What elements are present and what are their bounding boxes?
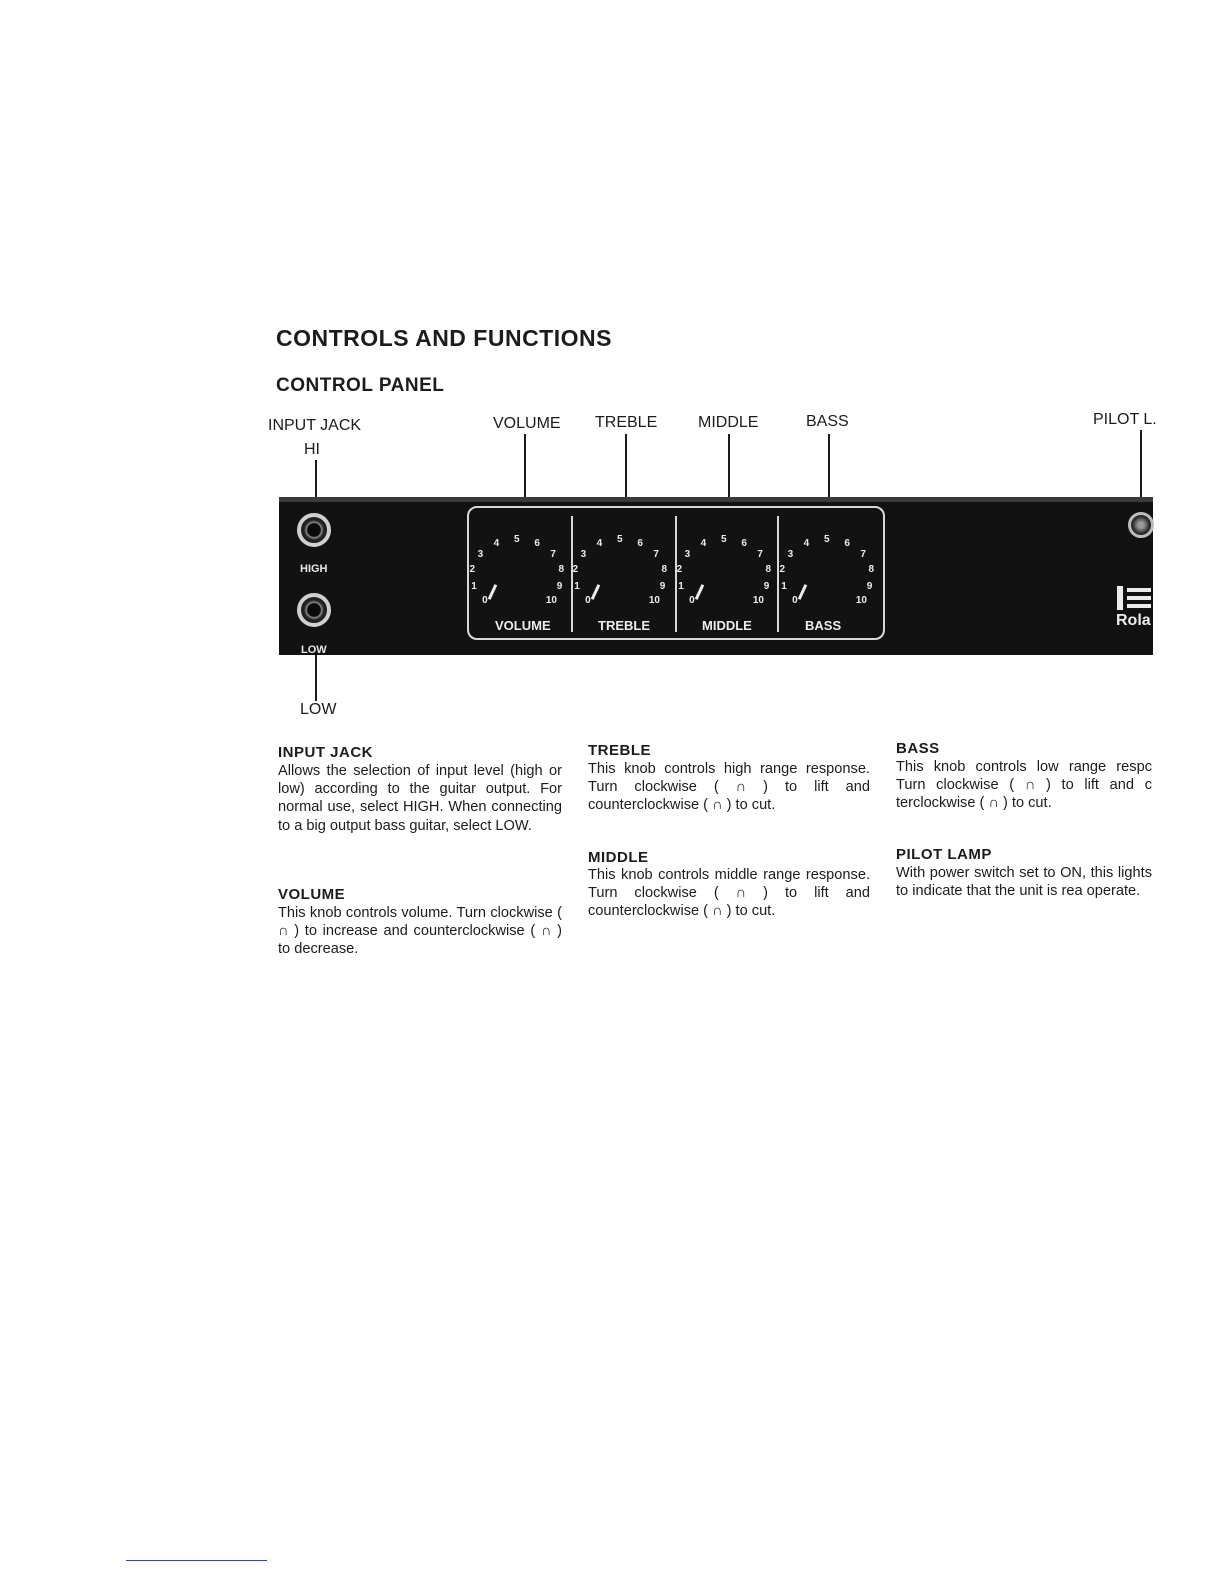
footer-rule	[126, 1560, 267, 1561]
heading-middle: MIDDLE	[588, 849, 649, 866]
roland-logo-icon	[1117, 586, 1151, 610]
callout-hi: HI	[304, 441, 320, 458]
knob-scale-number: 7	[757, 548, 763, 560]
knob-scale-number: 8	[765, 564, 771, 576]
heading-bass: BASS	[896, 740, 940, 757]
knob-scale-number: 10	[855, 595, 867, 607]
brand-logo-text: Rola	[1116, 612, 1151, 629]
text-input-jack: Allows the selection of input level (high or low) according to the guitar output. For normal use, select HIGH. When connecting to a big output bass guitar, select LOW.	[278, 763, 562, 834]
callout-volume: VOLUME	[493, 415, 561, 432]
page-title: CONTROLS AND FUNCTIONS	[276, 325, 612, 351]
knob-scale-number: 0	[482, 595, 488, 607]
knob-scale-number: 1	[678, 581, 684, 593]
knob-scale-number: 6	[637, 537, 643, 549]
knob-scale-number: 2	[469, 564, 476, 576]
input-jack-high-icon	[297, 513, 331, 547]
knob-scale-number: 4	[803, 537, 810, 549]
text-pilot-lamp: With power switch set to ON, this lights to indicate that the unit is rea operate.	[896, 865, 1152, 900]
callout-pilot-lamp: PILOT L.	[1093, 411, 1157, 428]
knob-scale-number: 5	[721, 534, 727, 545]
heading-input-jack: INPUT JACK	[278, 744, 374, 761]
section-subtitle: CONTROL PANEL	[276, 375, 445, 396]
knob-scale-number: 7	[860, 548, 866, 560]
knob-scale-number: 7	[653, 548, 659, 560]
knob-scale-number: 4	[596, 537, 603, 549]
knob-scale-number: 1	[781, 581, 787, 593]
knob-scale-number: 9	[556, 581, 563, 593]
knob-name-label: BASS	[805, 618, 842, 633]
knob-scale-number: 10	[545, 595, 557, 607]
heading-treble: TREBLE	[588, 742, 651, 759]
knob-scale-number: 6	[741, 537, 747, 549]
knob-scale-number: 10	[752, 595, 764, 607]
knob-scale-number: 3	[787, 548, 794, 560]
text-treble: This knob controls high range response. Turn clockwise ( ∩ ) to lift and counterclockwise ( ∩ ) to cut.	[588, 761, 870, 814]
knob-scale-number: 4	[493, 537, 500, 549]
input-jack-low-icon	[297, 593, 331, 627]
jack-label-high: HIGH	[300, 563, 328, 575]
callout-input-jack: INPUT JACK	[268, 417, 362, 434]
callout-middle: MIDDLE	[698, 414, 759, 431]
text-volume: This knob controls volume. Turn clockwise ( ∩ ) to increase and counterclockwise ( ∩ ) to decrease.	[278, 905, 562, 958]
knob-scale-number: 9	[866, 581, 873, 593]
knob-scale-number: 0	[689, 595, 695, 607]
knob-scale-number: 6	[844, 537, 850, 549]
text-middle: This knob controls middle range response. Turn clockwise ( ∩ ) to lift and counterclockwise ( ∩ ) to cut.	[588, 867, 870, 920]
knob-scale-number: 3	[580, 548, 587, 560]
panel-top-edge	[279, 497, 1153, 502]
knob-scale-number: 8	[868, 564, 874, 576]
knob-scale-number: 9	[763, 581, 770, 593]
callout-bass: BASS	[806, 413, 849, 430]
knob-scale-number: 3	[477, 548, 484, 560]
knob-scale-number: 5	[617, 534, 623, 545]
knob-scale-number: 10	[648, 595, 660, 607]
knob-scale-number: 3	[684, 548, 691, 560]
knob-scale-number: 0	[792, 595, 798, 607]
knob-name-label: MIDDLE	[702, 618, 752, 633]
leader-line-treble	[625, 434, 627, 504]
knob-scale-number: 1	[471, 581, 477, 593]
knob-name-label: TREBLE	[598, 618, 650, 633]
knob-scale-number: 0	[585, 595, 591, 607]
heading-pilot-lamp: PILOT LAMP	[896, 846, 992, 863]
leader-line-volume	[524, 434, 526, 504]
knob-scale-number: 2	[779, 564, 786, 576]
knob-scale-number: 2	[572, 564, 579, 576]
leader-line-bass	[828, 434, 830, 504]
knob-scale-number: 5	[514, 534, 520, 545]
callout-treble: TREBLE	[595, 414, 658, 431]
knob-scale-number: 9	[659, 581, 666, 593]
heading-volume: VOLUME	[278, 886, 346, 903]
callout-low: LOW	[300, 701, 337, 718]
jack-label-low: LOW	[301, 644, 327, 656]
knob-scale-number: 6	[534, 537, 540, 549]
text-bass: This knob controls low range respc Turn clockwise ( ∩ ) to lift and c terclockwise ( ∩ ) to cut.	[896, 759, 1152, 812]
knob-scale-number: 7	[550, 548, 556, 560]
knob-name-label: VOLUME	[495, 618, 551, 633]
knob-scale-number: 1	[574, 581, 580, 593]
knob-scale-number: 8	[558, 564, 564, 576]
knob-scale-number: 8	[661, 564, 667, 576]
knob-scale-number: 5	[824, 534, 830, 545]
leader-line-middle	[728, 434, 730, 504]
knob-scale-number: 4	[700, 537, 707, 549]
pilot-lamp-icon	[1128, 512, 1154, 538]
knob-scale-number: 2	[676, 564, 683, 576]
